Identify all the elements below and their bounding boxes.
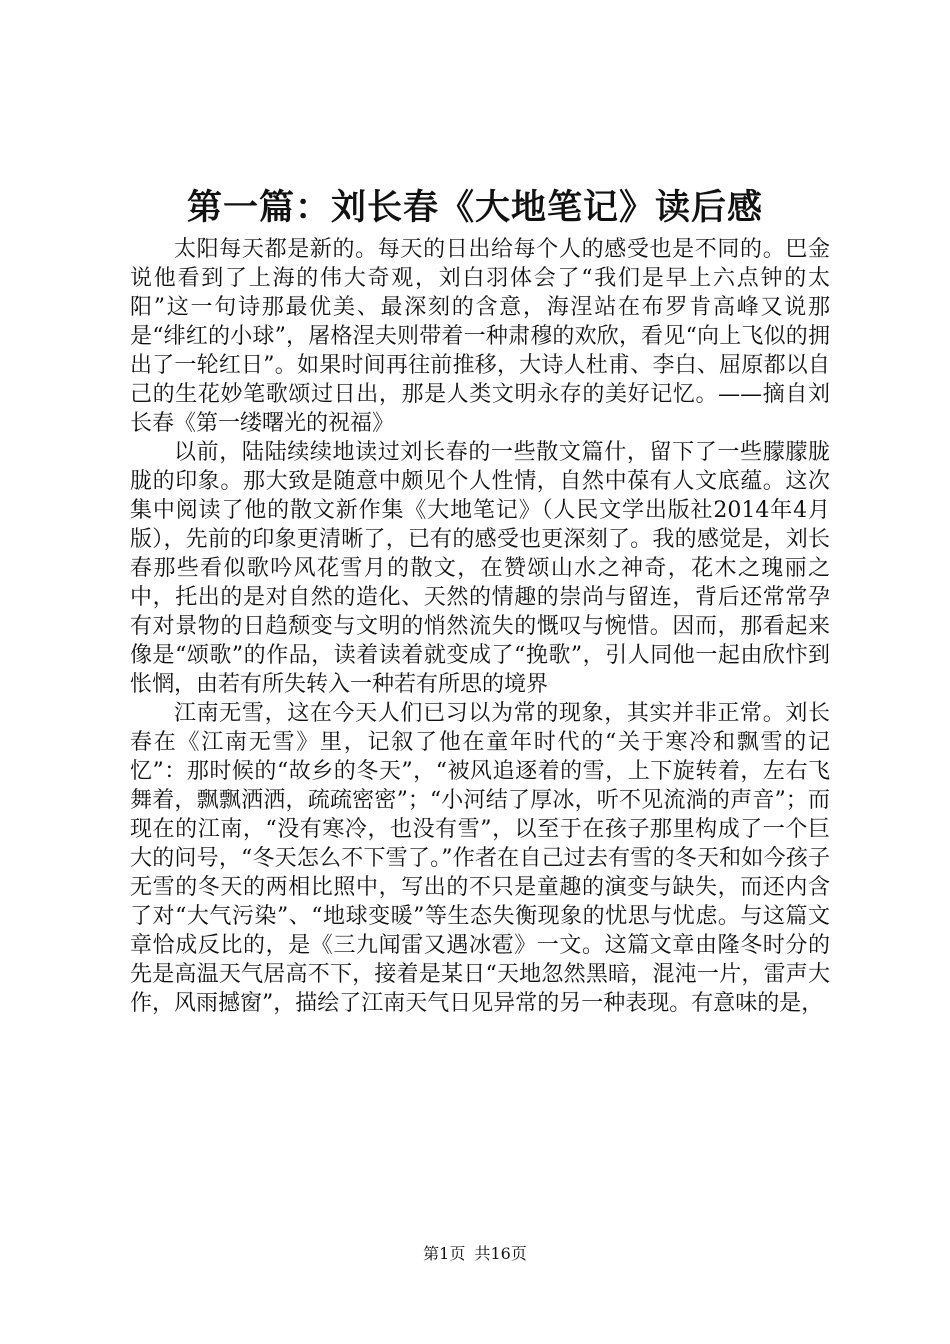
paragraph-2: 以前，陆陆续续地读过刘长春的一些散文篇什，留下了一些朦朦胧胧的印象。那大致是随意中颇见个人性情，自然中葆有人文底蕴。这次集中阅读了他的散文新作集《大地笔记》（人民文学出版社2014年4月版），先前的印象更清晰了，已有的感受也更深刻了。我的感觉是，刘长春那些看似歌吟风花雪月的散文，在赞颂山水之神奇，花木之瑰丽之中，托出的是对自然的造化、天然的情趣的崇尚与留连，背后还常常孕有对景物的日趋颓变与文明的悄然流失的慨叹与惋惜。因而，那看起来像是“颂歌”的作品，读着读着就变成了“挽歌”，引人同他一起由欣忭到怅惘，由若有所失转入一种若有所思的境界: [130, 440, 830, 697]
document-title: 第一篇：刘长春《大地笔记》读后感: [186, 187, 763, 228]
page-footer: [0, 1244, 950, 1264]
paragraph-1: 太阳每天都是新的。每天的日出给每个人的感受也是不同的。巴金说他看到了上海的伟大奇观，刘白羽体会了“我们是早上六点钟的太阳”这一句诗那最优美、最深刻的含意，海涅站在布罗肯高峰又说那是“绯红的小球”，屠格涅夫则带着一种肃穆的欢欣，看见“向上飞似的拥出了一轮红日”。如果时间再往前推移，大诗人杜甫、李白、屈原都以自己的生花妙笔歌颂过日出，那是人类文明永存的美好记忆。——摘自刘长春《第一缕曙光的祝福》: [130, 237, 830, 436]
document-body: [130, 235, 830, 1018]
paragraph-3: 江南无雪，这在今天人们已习以为常的现象，其实并非正常。刘长春在《江南无雪》里，记叙了他在童年时代的“关于寒冷和飘雪的记忆”：那时候的“故乡的冬天”，“被风追逐着的雪，上下旋转着，左右飞舞着，飘飘洒洒，疏疏密密”；“小河结了厚冰，听不见流淌的声音”；而现在的江南，“没有寒冷，也没有雪”，以至于在孩子那里构成了一个巨大的问号，“冬天怎么不下雪了。”作者在自己过去有雪的冬天和如今孩子无雪的冬天的两相比照中，写出的不只是童趣的演变与缺失，而还内含了对“大气污染”、“地球变暖”等生态失衡现象的忧思与忧虑。与这篇文章恰成反比的，是《三九闻雷又遇冰雹》一文。这篇文章由隆冬时分的先是高温天气居高不下，接着是某日“天地忽然黑暗，混沌一片，雷声大作，风雨撼窗”，描绘了江南天气日见异常的另一种表现。有意味的是，: [130, 701, 830, 1016]
page-number: 第1页: [423, 1244, 466, 1263]
page-total: 共16页: [474, 1244, 527, 1263]
